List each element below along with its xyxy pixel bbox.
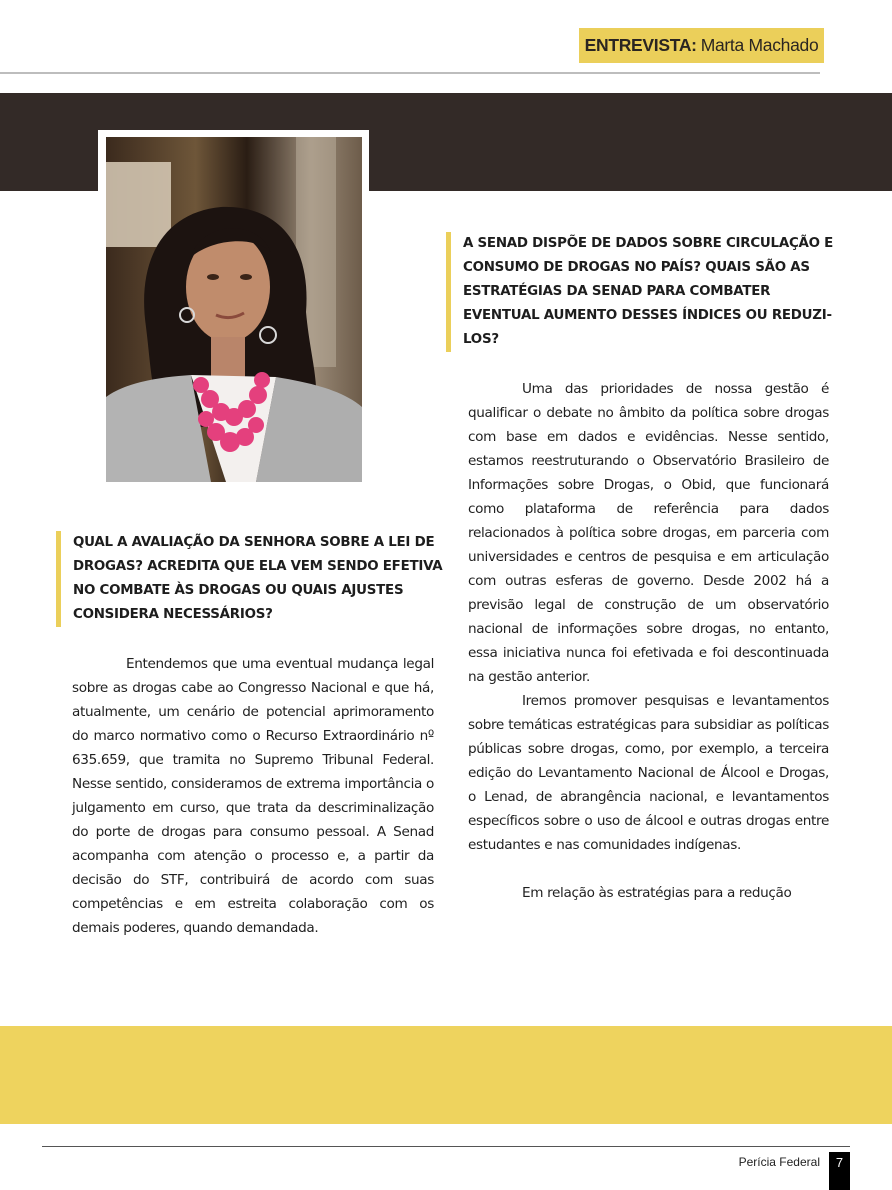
answer-paragraph: Entendemos que uma eventual mudança legal sobre as drogas cabe ao Congresso Nacional e que há, atualmente, um cenário de potencial aprimoramento do marco normativo como o Recurso Extraordinário nº 635.659, que tramita no Supremo Tribunal Federal. Nesse sentido, consideramos de extrema importância o julgamento em curso, que trata da descriminalização do porte de drogas para consumo pessoal. A Senad acompanha com atenção o processo e, a partir da decisão do STF, contribuirá de acordo com suas competências e em estreita colaboração com os demais poderes, quando demandada. (72, 656, 434, 936)
footer-divider (42, 1146, 850, 1147)
question-left: QUAL A AVALIAÇÃO DA SENHORA SOBRE A LEI DE DROGAS? ACREDITA QUE ELA VEM SENDO EFETIVA NO COMBATE ÀS DROGAS OU QUAIS AJUSTES CONSIDERA NECESSÁRIOS? (56, 531, 445, 627)
section-tag (579, 28, 824, 63)
answer-right (468, 377, 829, 905)
answer-paragraph: Uma das prioridades de nossa gestão é qualificar o debate no âmbito da política sobre drogas com base em dados e evidências. Nesse sentido, estamos reestruturando o Observatório Brasileiro de Informações sobre Drogas, o Obid, que funcionará como plataforma de referência para dados relacionados à política sobre drogas, em parceria com universidades e centros de pesquisa e em articulação com outras esferas de governo. Desde 2002 há a previsão legal de construção de um observatório nacional de informações sobre drogas, no entanto, essa iniciativa nunca foi efetivada e foi descontinuada na gestão anterior. (468, 381, 829, 685)
publication-title: Perícia Federal (738, 1155, 820, 1169)
answer-left (72, 652, 434, 940)
question-right: A SENAD DISPÕE DE DADOS SOBRE CIRCULAÇÃO E CONSUMO DE DROGAS NO PAÍS? QUAIS SÃO AS ESTRATÉGIAS DA SENAD PARA COMBATER EVENTUAL AUMENTO DESSES ÍNDICES OU REDUZI-LOS? (446, 232, 843, 352)
page-number: 7 (829, 1152, 850, 1190)
yellow-banner (0, 1026, 892, 1124)
answer-paragraph: Iremos promover pesquisas e levantamentos sobre temáticas estratégicas para subsidiar as políticas públicas sobre drogas, como, por exemplo, a terceira edição do Levantamento Nacional de Álcool e Drogas, o Lenad, de abrangência nacional, e levantamentos específicos sobre o uso de álcool e outras drogas entre estudantes e nas comunidades indígenas. (468, 693, 829, 853)
interviewee-name: Marta Machado (700, 35, 819, 55)
interviewee-photo (106, 137, 362, 482)
section-label: ENTREVISTA: (584, 35, 697, 55)
header-divider (0, 72, 820, 74)
answer-paragraph: Em relação às estratégias para a redução (522, 885, 792, 901)
portrait-illustration (106, 137, 362, 482)
